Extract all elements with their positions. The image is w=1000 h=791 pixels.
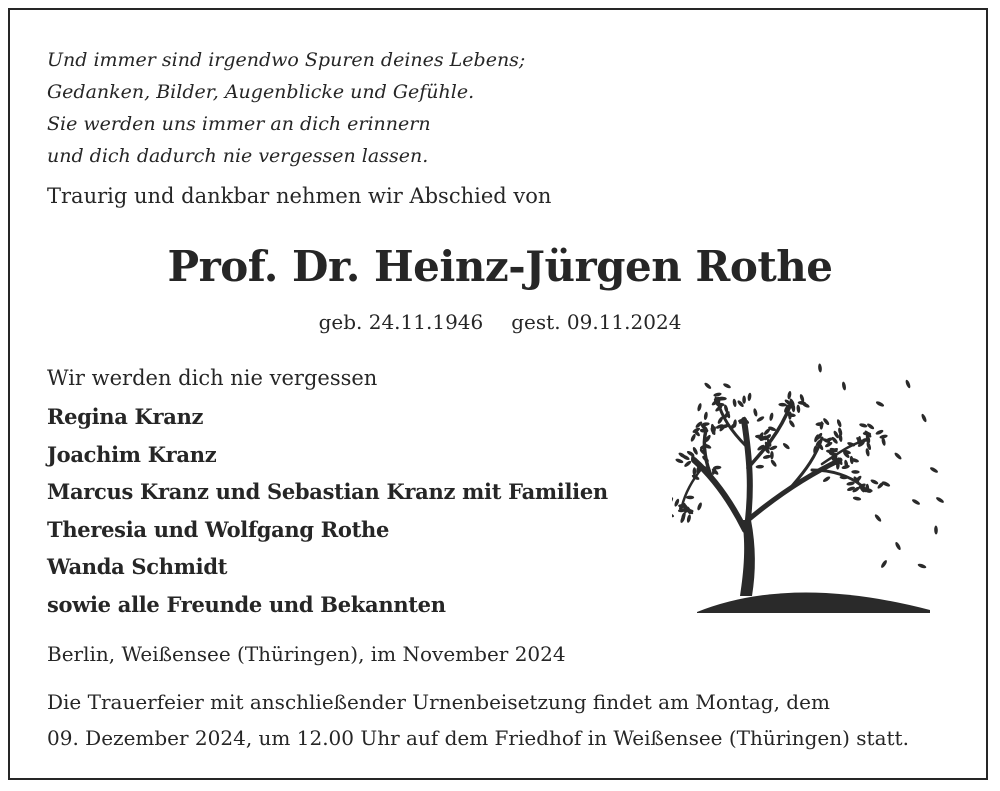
poem-line: und dich dadurch nie vergessen lassen. — [47, 145, 429, 167]
leaf — [732, 398, 737, 407]
leaf — [756, 415, 765, 422]
leaf — [756, 465, 765, 469]
falling-leaf — [894, 452, 903, 461]
leaf — [753, 408, 759, 417]
leaf — [838, 433, 843, 442]
mourner: Wanda Schmidt — [47, 554, 228, 579]
leaf — [787, 391, 792, 400]
leaf — [851, 470, 860, 474]
falling-leaf — [929, 466, 939, 474]
mourner: Theresia und Wolfgang Rothe — [47, 516, 390, 542]
falling-leaf — [934, 525, 938, 534]
falling-leaf — [911, 498, 921, 506]
leaf — [770, 451, 774, 459]
falling-leaf — [841, 381, 846, 391]
leaf — [836, 419, 842, 428]
poem-line: Und immer sind irgendwo Spuren deines Lebens; — [47, 49, 526, 71]
leaf — [859, 423, 868, 429]
leaf — [870, 478, 879, 485]
falling-leaf — [935, 496, 945, 504]
leaf — [875, 429, 884, 436]
leaf — [703, 411, 708, 420]
deceased-name: Prof. Dr. Heinz-Jürgen Rothe — [167, 242, 833, 291]
falling-leaf — [894, 541, 902, 551]
service-line: Die Trauerfeier mit anschließender Urnenbeisetzung findet am Montag, dem — [47, 690, 830, 714]
leaf — [822, 475, 831, 483]
falling-leaf — [920, 413, 927, 423]
mourner: Joachim Kranz — [47, 441, 217, 467]
falling-leaf — [905, 379, 912, 389]
leaf — [672, 512, 675, 518]
leaf — [683, 460, 692, 468]
falling-leaf — [818, 363, 823, 372]
falling-leaf — [917, 563, 927, 569]
mourner: sowie alle Freunde und Bekannten — [47, 591, 446, 617]
farewell-line: Wir werden dich nie vergessen — [47, 366, 378, 390]
birth-date: geb. 24.11.1946 — [318, 310, 484, 334]
leaf — [713, 392, 722, 397]
mourners-list — [47, 398, 608, 623]
leaf — [782, 442, 791, 450]
intro-text: Traurig und dankbar nehmen wir Abschied von — [47, 184, 552, 208]
leaf — [690, 433, 697, 442]
leaf — [675, 458, 684, 464]
leaf — [696, 502, 702, 511]
death-date: gest. 09.11.2024 — [511, 310, 682, 334]
leaf — [853, 496, 862, 501]
falling-leaf — [875, 400, 885, 407]
leaf — [770, 459, 778, 468]
leaf — [796, 404, 800, 413]
leaf — [686, 496, 694, 500]
leaf — [769, 412, 774, 421]
leaf — [672, 497, 674, 506]
leaf — [866, 422, 875, 430]
leaf — [742, 396, 746, 404]
leaf — [722, 382, 731, 389]
mourner: Regina Kranz — [47, 404, 204, 429]
place-and-date: Berlin, Weißensee (Thüringen), im November 2024 — [47, 642, 566, 666]
funeral-service-info — [47, 684, 909, 756]
falling-leaf — [880, 559, 888, 568]
mourner: Marcus Kranz und Sebastian Kranz mit Familien — [47, 479, 608, 504]
leaf — [686, 514, 691, 523]
poem — [47, 44, 525, 172]
poem-line: Gedanken, Bilder, Augenblicke und Gefühle. — [47, 81, 475, 103]
falling-leaf — [874, 513, 883, 522]
poem-line: Sie werden uns immer an dich erinnern — [47, 113, 431, 135]
life-dates — [0, 310, 1000, 334]
leaf — [703, 382, 712, 390]
leaf — [697, 403, 703, 412]
service-line: 09. Dezember 2024, um 12.00 Uhr auf dem Friedhof in Weißensee (Thüringen) statt. — [47, 726, 909, 750]
tree-with-falling-leaves-icon — [672, 360, 952, 620]
leaf — [788, 419, 796, 428]
leaf — [747, 392, 752, 401]
